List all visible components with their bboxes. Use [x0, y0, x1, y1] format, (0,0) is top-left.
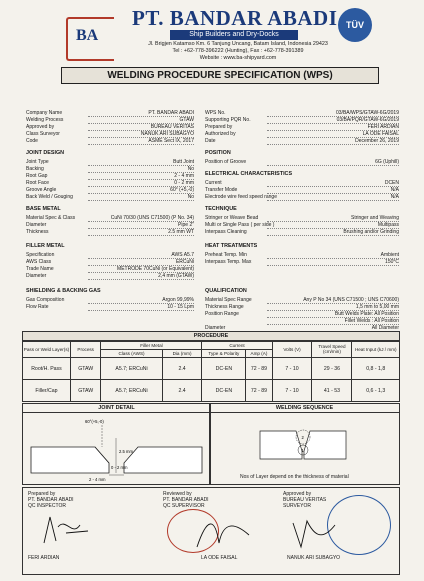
document-title: WELDING PROCEDURE SPECIFICATION (WPS)	[61, 67, 379, 84]
sequence-note: Nos of Layer depend on the thickness of material	[240, 474, 349, 480]
procedure-table	[22, 340, 400, 402]
field-value: Butt Welds Plate: All Position	[334, 311, 399, 317]
field-label: Root Gap	[26, 173, 48, 179]
field-value: Any P No 34 (UNS C71500 ; UNS C70600)	[303, 297, 399, 303]
cell-type: DC-EN	[202, 358, 246, 380]
field-label: Diameter	[26, 273, 47, 279]
field-row	[205, 259, 399, 266]
section-heading: ELECTRICAL CHARACTERISTICS	[205, 171, 293, 177]
field-row	[26, 252, 194, 259]
field-label: Welding Process	[26, 117, 64, 123]
field-row	[26, 215, 194, 222]
field-value: AWS A5.7	[171, 252, 194, 258]
field-row	[205, 159, 399, 166]
field-label: Preheat Temp. Min	[205, 252, 247, 258]
welding-sequence-box	[209, 403, 400, 485]
field-value: Butt Joint	[173, 159, 194, 165]
base-metal-section	[26, 206, 194, 236]
field-row	[205, 187, 399, 194]
letterhead	[0, 0, 424, 66]
field-label: Joint Type	[26, 159, 49, 165]
field-row	[205, 215, 399, 222]
section-heading: POSITION	[205, 150, 231, 156]
tuv-certification-logo: TÜV	[338, 8, 372, 42]
field-label: Stringer or Weave Bead	[205, 215, 259, 221]
cell-dia: 2.4	[162, 380, 202, 402]
approved-signature	[287, 513, 347, 553]
col-current: Current	[202, 341, 272, 350]
field-label: WPS No.	[205, 110, 226, 116]
field-value: Argon 99,99%	[162, 297, 194, 303]
field-label: Interpass Cleaning	[205, 229, 247, 235]
company-name: PT. BANDAR ABADI	[132, 6, 338, 30]
cell-pass: Root/H. Pass	[23, 358, 71, 380]
field-underline	[267, 200, 399, 201]
cell-heat: 0,6 - 1,3	[352, 380, 400, 402]
field-label: Position Range	[205, 311, 239, 317]
cell-class: A5.7; ERCuNi	[101, 358, 162, 380]
prepared-title: QC INSPECTOR	[28, 503, 66, 509]
field-row	[26, 159, 194, 166]
col-volts: Volts (V)	[272, 341, 312, 358]
col-travel-speed: Travel Speed (cm/min)	[312, 341, 352, 358]
cell-class: A5.7; ERCuNi	[101, 380, 162, 402]
field-value: 03/BA/PQR/GTAW-6G/2019	[336, 117, 399, 123]
col-class: Class (AWS)	[101, 350, 162, 358]
field-label: Current	[205, 180, 222, 186]
thickness-label: 2.5 mm	[119, 449, 133, 454]
company-tagline: Ship Builders and Dry-Docks	[170, 30, 298, 40]
field-label: Thickness	[26, 229, 49, 235]
field-label: Back Weld / Gouging	[26, 194, 73, 200]
field-value: All Diameter	[371, 325, 399, 331]
cell-type: DC-EN	[202, 380, 246, 402]
field-value: Multipass	[377, 222, 399, 228]
field-label: Diameter	[205, 325, 226, 331]
joint-detail-diagram	[23, 413, 210, 483]
field-underline	[88, 310, 194, 311]
col-filler-metal: Filler Metal	[101, 341, 202, 350]
cell-process: GTAW	[70, 380, 100, 402]
field-row	[26, 173, 194, 180]
field-value: NANUK ARI SUBAGYO	[140, 131, 194, 137]
field-value: N/A	[390, 194, 399, 200]
field-value: GTAW	[179, 117, 194, 123]
field-value: December 26, 2019	[355, 138, 399, 144]
cell-amp: 72 - 89	[246, 358, 272, 380]
field-value: 2.5 mm WT	[168, 229, 194, 235]
position-electrical-section	[205, 150, 399, 201]
field-value: N/A	[390, 187, 399, 193]
field-value: PT. BANDAR ABADI	[148, 110, 194, 116]
approved-name: NANUK ARI SUBAGYO	[287, 555, 341, 561]
field-value: Pipe 2"	[178, 222, 194, 228]
reviewed-signature	[193, 513, 253, 553]
cell-travel: 29 - 36	[312, 358, 352, 380]
field-value: 60° (+5,-0)	[170, 187, 194, 193]
wps-reference-section	[205, 110, 399, 145]
field-row	[205, 117, 399, 124]
field-row	[205, 252, 399, 259]
cell-heat: 0,8 - 1,8	[352, 358, 400, 380]
field-row	[205, 222, 399, 229]
pass-1-label: 1	[301, 448, 304, 453]
field-value: 03/BA/WPS/GTAW-6G/2019	[336, 110, 399, 116]
pass-2-label: 2	[301, 435, 304, 440]
approved-title: SURVEYOR	[283, 503, 311, 509]
signature-prepared	[28, 491, 138, 561]
qualification-section	[205, 288, 399, 332]
joint-detail-box	[22, 403, 211, 485]
filler-metal-section	[26, 243, 194, 280]
signature-reviewed	[163, 491, 273, 561]
cell-volts: 7 - 10	[272, 380, 312, 402]
field-underline	[267, 265, 399, 266]
field-row	[26, 117, 194, 124]
field-value: METRODE 70CuNi (or Equivalent)	[117, 266, 194, 272]
field-value: No	[187, 166, 194, 172]
field-label: Trade Name	[26, 266, 54, 272]
company-address	[140, 41, 336, 62]
field-row	[26, 297, 194, 304]
field-label: Electrode wire feed speed range	[205, 194, 277, 200]
heat-treatments-section	[205, 243, 399, 266]
field-row	[205, 194, 399, 201]
welding-sequence-diagram	[210, 413, 399, 468]
field-row	[26, 131, 194, 138]
joint-design-section	[26, 150, 194, 201]
field-label: Thickness Range	[205, 304, 244, 310]
field-underline	[88, 279, 194, 280]
field-value: 2,4 mm (GTAW)	[158, 273, 194, 279]
field-value: Ambient	[380, 252, 399, 258]
field-row	[26, 180, 194, 187]
field-label: Class Surveyor	[26, 131, 60, 137]
col-heat-input: Heat Input (kJ / mm)	[352, 341, 400, 358]
field-row	[205, 229, 399, 236]
field-label: Diameter	[26, 222, 47, 228]
signature-block	[22, 487, 400, 575]
electrical-section	[205, 171, 399, 201]
field-value: ERCuNi	[175, 259, 194, 265]
field-label: Prepared by	[205, 124, 233, 130]
table-row	[23, 358, 400, 380]
field-label: Interpass Temp. Max	[205, 259, 252, 265]
field-label: Transfer Mode	[205, 187, 238, 193]
reviewed-title: QC SUPERVISOR	[163, 503, 205, 509]
cell-travel: 41 - 53	[312, 380, 352, 402]
field-value: ASME Sect IX, 2017	[148, 138, 194, 144]
field-value: Stringer and Weaving	[351, 215, 399, 221]
field-value: CuNi 70/30 (UNS C71500) (P No. 34)	[110, 215, 194, 221]
field-value: 0 - 2 mm	[174, 180, 194, 186]
field-label: Backing	[26, 166, 44, 172]
field-label: Specification	[26, 252, 55, 258]
field-underline	[88, 144, 194, 145]
field-value: 10 - 15 Lpm	[167, 304, 194, 310]
field-label: Authorized by	[205, 131, 236, 137]
section-heading: FILLER METAL	[26, 243, 65, 249]
technique-section	[205, 206, 399, 236]
field-row	[26, 222, 194, 229]
approved-company: BUREAU VERITAS	[283, 497, 327, 503]
field-label: AWS Class	[26, 259, 52, 265]
field-underline	[88, 235, 194, 236]
field-row	[205, 131, 399, 138]
field-label: Flow Rate	[26, 304, 49, 310]
field-value: Fillet Welds : All Position	[344, 318, 399, 324]
field-row	[26, 166, 194, 173]
field-underline	[267, 235, 399, 236]
field-underline	[267, 165, 399, 166]
col-pass: Pass or Weld Layer(s)	[23, 341, 71, 358]
groove-angle-label: 60°(+5,-0)	[85, 419, 104, 424]
cell-process: GTAW	[70, 358, 100, 380]
section-heading: TECHNIQUE	[205, 206, 237, 212]
field-value: No	[187, 194, 194, 200]
section-heading: JOINT DESIGN	[26, 150, 65, 156]
field-row	[205, 110, 399, 117]
field-row	[26, 110, 194, 117]
approved-role: Approved by	[283, 491, 312, 497]
table-row	[23, 380, 400, 402]
field-label: Groove Angle	[26, 187, 57, 193]
field-row	[205, 124, 399, 131]
field-label: Root Face	[26, 180, 50, 186]
cell-dia: 2.4	[162, 358, 202, 380]
field-label: Approved by	[26, 124, 55, 130]
field-label: Material Spec Range	[205, 297, 252, 303]
welding-sequence-heading: WELDING SEQUENCE	[210, 404, 399, 413]
field-value: 6G (Uphill)	[375, 159, 399, 165]
field-label: Company Name	[26, 110, 63, 116]
field-value: BUREAU VERITAS	[150, 124, 194, 130]
prepared-signature	[36, 511, 96, 551]
field-row	[26, 273, 194, 280]
field-underline	[267, 144, 399, 145]
field-row	[205, 318, 399, 325]
reviewed-company: PT. BANDAR ABADI	[163, 497, 209, 503]
field-label: Code	[26, 138, 38, 144]
root-face-label: 0 - 2 mm	[111, 465, 128, 470]
section-heading: BASE METAL	[26, 206, 61, 212]
field-value: Brushing and/or Grinding	[343, 229, 399, 235]
field-row	[26, 229, 194, 236]
field-row	[26, 304, 194, 311]
field-row	[26, 194, 194, 201]
website-line: Website : www.ba-shipyard.com	[199, 55, 277, 61]
field-label: Supporting PQR No.	[205, 117, 251, 123]
field-row	[205, 311, 399, 318]
shielding-gas-section	[26, 288, 194, 311]
field-value: LA ODE FAISAL	[362, 131, 399, 137]
signature-approved	[283, 491, 395, 561]
contact-line: Tel : +62-778-396222 (Hunting), Fax : +62-778-391389	[172, 48, 304, 54]
root-gap-label: 2 - 4 mm	[89, 477, 106, 482]
field-row	[205, 304, 399, 311]
field-value: DCEN	[384, 180, 399, 186]
cell-pass: Filler/Cap	[23, 380, 71, 402]
company-info-section	[26, 110, 194, 145]
field-label: Material Spec & Class	[26, 215, 76, 221]
field-label: Position of Groove	[205, 159, 247, 165]
col-type-polarity: Type & Polarity	[202, 350, 246, 358]
field-row	[205, 297, 399, 304]
col-amp: Amp (A)	[246, 350, 272, 358]
col-dia: Dia (mm)	[162, 350, 202, 358]
field-label: Gas Composition	[26, 297, 65, 303]
field-value: FERI ARDIAN	[367, 124, 399, 130]
section-heading: SHIELDING & BACKING GAS	[26, 288, 101, 294]
position-section	[205, 150, 399, 166]
field-underline	[88, 200, 194, 201]
cell-amp: 72 - 89	[246, 380, 272, 402]
prepared-company: PT. BANDAR ABADI	[28, 497, 74, 503]
field-row	[26, 266, 194, 273]
field-row	[205, 138, 399, 145]
section-heading: QUALIFICATION	[205, 288, 247, 294]
prepared-name: FERI ARDIAN	[28, 555, 60, 561]
field-row	[26, 138, 194, 145]
field-row	[26, 124, 194, 131]
field-row	[26, 259, 194, 266]
reviewed-role: Reviewed by	[163, 491, 192, 497]
cell-volts: 7 - 10	[272, 358, 312, 380]
logo-text: BA	[76, 27, 99, 44]
prepared-role: Prepared by	[28, 491, 56, 497]
field-row	[205, 180, 399, 187]
field-row	[26, 187, 194, 194]
field-label: Date	[205, 138, 216, 144]
address-line: Jl. Brigjen Katamso Km. 6 Tanjung Uncang, Batam Island, Indonesia 29423	[148, 41, 328, 47]
field-value: 150°C	[385, 259, 399, 265]
section-heading: HEAT TREATMENTS	[205, 243, 258, 249]
reviewed-name: LA ODE FAISAL	[201, 555, 238, 561]
field-value: 1,5 mm to 5,00 mm	[355, 304, 399, 310]
procedure-heading: PROCEDURE	[193, 333, 229, 339]
field-value: 2 - 4 mm	[174, 173, 194, 179]
col-process: Process	[70, 341, 100, 358]
joint-detail-heading: JOINT DETAIL	[23, 404, 210, 413]
field-label: Multi or Single Pass ( per side )	[205, 222, 275, 228]
